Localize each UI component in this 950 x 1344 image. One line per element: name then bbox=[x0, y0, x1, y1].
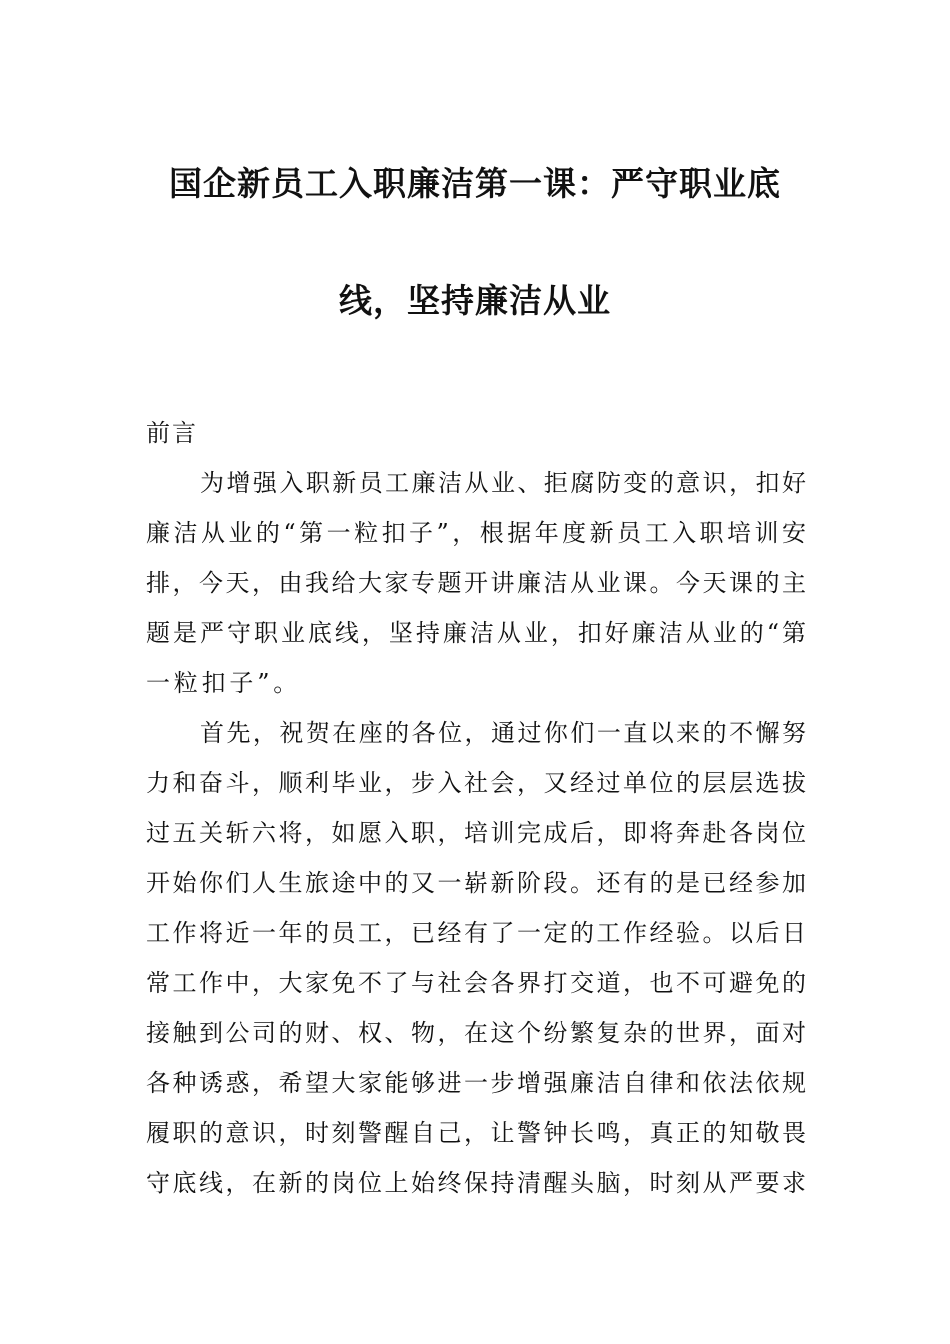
paragraph-line: 各种诱惑，希望大家能够进一步增强廉洁自律和依法依规 bbox=[146, 1069, 806, 1097]
paragraph-line: 常工作中，大家免不了与社会各界打交道，也不可避免的 bbox=[146, 969, 806, 997]
paragraph-line: 工作将近一年的员工，已经有了一定的工作经验。以后日 bbox=[146, 919, 806, 947]
paragraph-line: 开始你们人生旅途中的又一崭新阶段。还有的是已经参加 bbox=[146, 869, 806, 897]
paragraph-line: 过五关斩六将，如愿入职，培训完成后，即将奔赴各岗位 bbox=[146, 819, 806, 847]
document-title-line-1: 国企新员工入职廉洁第一课：严守职业底 bbox=[169, 164, 781, 203]
paragraph-line: 接触到公司的财、权、物，在这个纷繁复杂的世界，面对 bbox=[146, 1019, 806, 1047]
paragraph-line: 首先，祝贺在座的各位，通过你们一直以来的不懈努 bbox=[200, 719, 806, 747]
paragraph-line: 题是严守职业底线，坚持廉洁从业，扣好廉洁从业的“第 bbox=[146, 619, 806, 647]
paragraph-line: 廉洁从业的“第一粒扣子”，根据年度新员工入职培训安 bbox=[146, 519, 806, 547]
paragraph-line: 守底线，在新的岗位上始终保持清醒头脑，时刻从严要求 bbox=[146, 1169, 806, 1197]
preface-heading: 前言 bbox=[146, 419, 198, 447]
paragraph-line: 排，今天，由我给大家专题开讲廉洁从业课。今天课的主 bbox=[146, 569, 806, 597]
paragraph-line: 力和奋斗，顺利毕业，步入社会，又经过单位的层层选拔 bbox=[146, 769, 806, 797]
paragraph-line: 履职的意识，时刻警醒自己，让警钟长鸣，真正的知敬畏 bbox=[146, 1119, 806, 1147]
document-title-line-2: 线，坚持廉洁从业 bbox=[339, 281, 611, 320]
paragraph-line: 一粒扣子”。 bbox=[146, 669, 302, 697]
paragraph-1 bbox=[146, 458, 806, 708]
paragraph-line: 为增强入职新员工廉洁从业、拒腐防变的意识，扣好 bbox=[200, 469, 806, 497]
paragraph-2 bbox=[146, 708, 806, 1208]
